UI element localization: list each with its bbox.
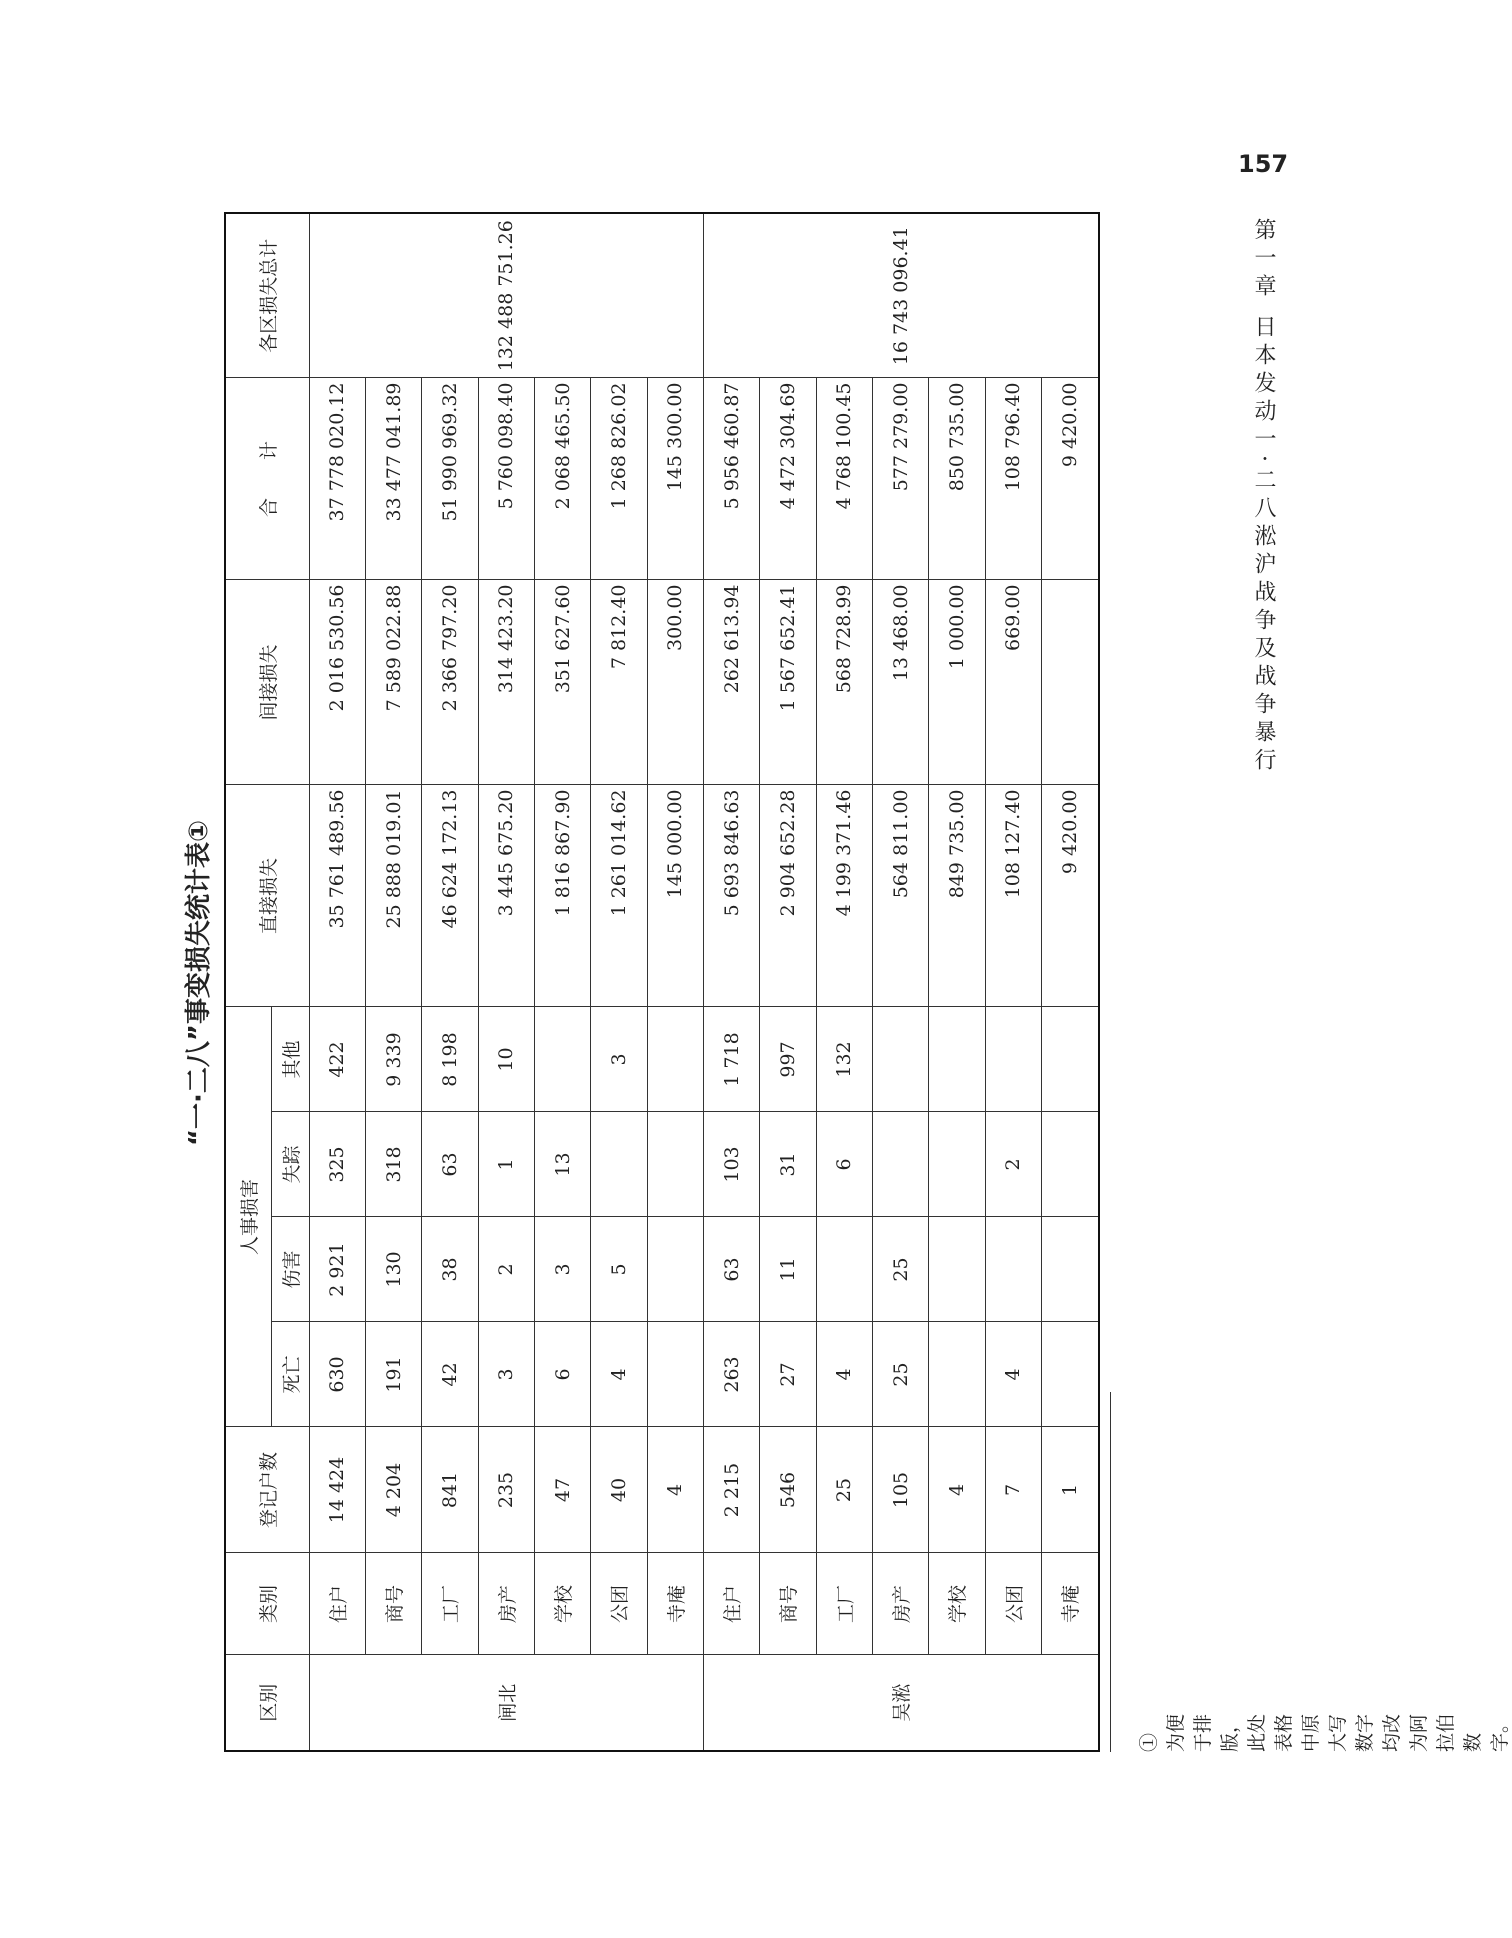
footnote-rule [1110, 1392, 1111, 1752]
indirect-loss-cell: 568 728.99 [816, 580, 872, 785]
injured-cell [816, 1217, 872, 1322]
other-cell: 10 [478, 1007, 534, 1112]
header-total: 合 计 [225, 378, 309, 580]
other-cell: 3 [591, 1007, 647, 1112]
direct-loss-cell: 2 904 652.28 [760, 785, 816, 1007]
dead-cell [929, 1322, 985, 1427]
other-cell: 422 [309, 1007, 365, 1112]
indirect-loss-cell: 1 000.00 [929, 580, 985, 785]
indirect-loss-cell: 300.00 [647, 580, 703, 785]
direct-loss-cell: 25 888 019.01 [365, 785, 421, 1007]
table-row [929, 213, 985, 1751]
injured-cell: 3 [534, 1217, 590, 1322]
other-cell: 997 [760, 1007, 816, 1112]
other-cell [985, 1007, 1041, 1112]
table-row [365, 213, 421, 1751]
dead-cell [1041, 1322, 1099, 1427]
header-casualties: 人事损害 [225, 1007, 271, 1427]
header-injured: 伤害 [271, 1217, 309, 1322]
missing-cell: 103 [703, 1112, 759, 1217]
missing-cell [872, 1112, 928, 1217]
households-cell: 14 424 [309, 1427, 365, 1553]
header-missing: 失踪 [271, 1112, 309, 1217]
dead-cell: 630 [309, 1322, 365, 1427]
missing-cell: 31 [760, 1112, 816, 1217]
header-district-total: 各区损失总计 [225, 213, 309, 378]
table-row [760, 213, 816, 1751]
missing-cell: 325 [309, 1112, 365, 1217]
other-cell [647, 1007, 703, 1112]
direct-loss-cell: 849 735.00 [929, 785, 985, 1007]
direct-loss-cell: 145 000.00 [647, 785, 703, 1007]
indirect-loss-cell: 2 016 530.56 [309, 580, 365, 785]
indirect-loss-cell: 7 589 022.88 [365, 580, 421, 785]
total-cell: 108 796.40 [985, 378, 1041, 580]
table-body [309, 213, 1099, 1751]
table-title: “一·二八”事变损失统计表① [184, 819, 214, 1147]
table-row [1041, 213, 1099, 1751]
households-cell: 235 [478, 1427, 534, 1553]
total-cell: 33 477 041.89 [365, 378, 421, 580]
households-cell: 7 [985, 1427, 1041, 1553]
category-cell: 住户 [703, 1553, 759, 1655]
table-row [422, 213, 478, 1751]
direct-loss-cell: 1 816 867.90 [534, 785, 590, 1007]
category-cell: 房产 [872, 1553, 928, 1655]
total-cell: 37 778 020.12 [309, 378, 365, 580]
direct-loss-cell: 1 261 014.62 [591, 785, 647, 1007]
table-row [816, 213, 872, 1751]
missing-cell: 318 [365, 1112, 421, 1217]
missing-cell: 13 [534, 1112, 590, 1217]
category-cell: 公团 [591, 1553, 647, 1655]
indirect-loss-cell: 2 366 797.20 [422, 580, 478, 785]
other-cell [872, 1007, 928, 1112]
header-category: 类别 [225, 1553, 309, 1655]
indirect-loss-cell [1041, 580, 1099, 785]
households-cell: 47 [534, 1427, 590, 1553]
injured-cell: 2 921 [309, 1217, 365, 1322]
table-row [872, 213, 928, 1751]
district-cell: 闸北 [309, 1655, 703, 1751]
indirect-loss-cell: 262 613.94 [703, 580, 759, 785]
dead-cell: 4 [985, 1322, 1041, 1427]
total-cell: 9 420.00 [1041, 378, 1099, 580]
indirect-loss-cell: 7 812.40 [591, 580, 647, 785]
households-cell: 4 [929, 1427, 985, 1553]
header-other: 其他 [271, 1007, 309, 1112]
other-cell: 8 198 [422, 1007, 478, 1112]
category-cell: 公团 [985, 1553, 1041, 1655]
indirect-loss-cell: 1 567 652.41 [760, 580, 816, 785]
total-cell: 2 068 465.50 [534, 378, 590, 580]
injured-cell: 5 [591, 1217, 647, 1322]
category-cell: 寺庵 [647, 1553, 703, 1655]
category-cell: 学校 [929, 1553, 985, 1655]
dead-cell: 27 [760, 1322, 816, 1427]
category-cell: 寺庵 [1041, 1553, 1099, 1655]
direct-loss-cell: 4 199 371.46 [816, 785, 872, 1007]
table-row [647, 213, 703, 1751]
header-direct: 直接损失 [225, 785, 309, 1007]
injured-cell [647, 1217, 703, 1322]
header-indirect: 间接损失 [225, 580, 309, 785]
category-cell: 工厂 [422, 1553, 478, 1655]
direct-loss-cell: 108 127.40 [985, 785, 1041, 1007]
missing-cell [1041, 1112, 1099, 1217]
other-cell: 1 718 [703, 1007, 759, 1112]
total-cell: 51 990 969.32 [422, 378, 478, 580]
table-row [985, 213, 1041, 1751]
loss-statistics-table [224, 212, 1100, 1752]
households-cell: 25 [816, 1427, 872, 1553]
category-cell: 商号 [365, 1553, 421, 1655]
households-cell: 1 [1041, 1427, 1099, 1553]
other-cell [1041, 1007, 1099, 1112]
households-cell: 2 215 [703, 1427, 759, 1553]
injured-cell: 38 [422, 1217, 478, 1322]
direct-loss-cell: 5 693 846.63 [703, 785, 759, 1007]
missing-cell [591, 1112, 647, 1217]
total-cell: 4 768 100.45 [816, 378, 872, 580]
total-cell: 850 735.00 [929, 378, 985, 580]
total-cell: 5 956 460.87 [703, 378, 759, 580]
running-head: 第一章 日本发动一·二八淞沪战争及战争暴行 [1251, 218, 1276, 776]
direct-loss-cell: 564 811.00 [872, 785, 928, 1007]
injured-cell: 11 [760, 1217, 816, 1322]
table-row [703, 213, 759, 1751]
dead-cell: 263 [703, 1322, 759, 1427]
missing-cell [929, 1112, 985, 1217]
header-households: 登记户数 [225, 1427, 309, 1553]
indirect-loss-cell: 13 468.00 [872, 580, 928, 785]
dead-cell: 4 [816, 1322, 872, 1427]
dead-cell: 25 [872, 1322, 928, 1427]
households-cell: 4 [647, 1427, 703, 1553]
injured-cell [929, 1217, 985, 1322]
direct-loss-cell: 46 624 172.13 [422, 785, 478, 1007]
households-cell: 546 [760, 1427, 816, 1553]
injured-cell [1041, 1217, 1099, 1322]
category-cell: 学校 [534, 1553, 590, 1655]
district-grand-total: 132 488 751.26 [309, 213, 703, 378]
direct-loss-cell: 3 445 675.20 [478, 785, 534, 1007]
table-row [478, 213, 534, 1751]
indirect-loss-cell: 669.00 [985, 580, 1041, 785]
dead-cell: 6 [534, 1322, 590, 1427]
missing-cell: 2 [985, 1112, 1041, 1217]
injured-cell [985, 1217, 1041, 1322]
category-cell: 住户 [309, 1553, 365, 1655]
category-cell: 商号 [760, 1553, 816, 1655]
indirect-loss-cell: 314 423.20 [478, 580, 534, 785]
households-cell: 105 [872, 1427, 928, 1553]
total-cell: 577 279.00 [872, 378, 928, 580]
total-cell: 5 760 098.40 [478, 378, 534, 580]
other-cell [929, 1007, 985, 1112]
injured-cell: 130 [365, 1217, 421, 1322]
other-cell: 9 339 [365, 1007, 421, 1112]
district-grand-total: 16 743 096.41 [703, 213, 1099, 378]
dead-cell: 3 [478, 1322, 534, 1427]
table-row [309, 213, 365, 1751]
total-cell: 1 268 826.02 [591, 378, 647, 580]
total-cell: 145 300.00 [647, 378, 703, 580]
page-number: 157 [1238, 150, 1289, 178]
district-cell: 吴淞 [703, 1655, 1099, 1751]
header-dead: 死亡 [271, 1322, 309, 1427]
injured-cell: 63 [703, 1217, 759, 1322]
injured-cell: 2 [478, 1217, 534, 1322]
missing-cell: 1 [478, 1112, 534, 1217]
missing-cell: 63 [422, 1112, 478, 1217]
header-district: 区别 [225, 1655, 309, 1751]
indirect-loss-cell: 351 627.60 [534, 580, 590, 785]
other-cell: 132 [816, 1007, 872, 1112]
missing-cell: 6 [816, 1112, 872, 1217]
dead-cell: 191 [365, 1322, 421, 1427]
households-cell: 40 [591, 1427, 647, 1553]
total-cell: 4 472 304.69 [760, 378, 816, 580]
direct-loss-cell: 35 761 489.56 [309, 785, 365, 1007]
dead-cell [647, 1322, 703, 1427]
dead-cell: 42 [422, 1322, 478, 1427]
category-cell: 工厂 [816, 1553, 872, 1655]
footnote: ① 为便于排版，此处表格中原大写数字均改为阿拉伯数字。 [1138, 1713, 1511, 1752]
table-header [225, 213, 309, 1751]
category-cell: 房产 [478, 1553, 534, 1655]
households-cell: 841 [422, 1427, 478, 1553]
other-cell [534, 1007, 590, 1112]
dead-cell: 4 [591, 1322, 647, 1427]
households-cell: 4 204 [365, 1427, 421, 1553]
direct-loss-cell: 9 420.00 [1041, 785, 1099, 1007]
table-row [591, 213, 647, 1751]
table-row [534, 213, 590, 1751]
injured-cell: 25 [872, 1217, 928, 1322]
missing-cell [647, 1112, 703, 1217]
